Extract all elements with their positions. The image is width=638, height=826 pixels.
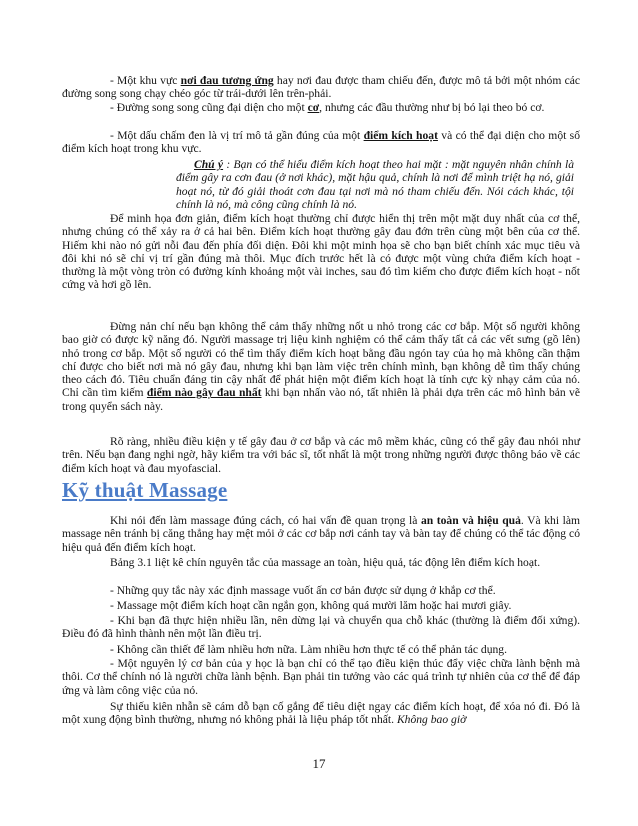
paragraph-illustration: Để minh họa đơn giản, điểm kích hoạt thường chỉ được hiển thị trên một mặt duy nhất của cơ thể, nhưng chúng có thể xảy ra ở cả hai bên. Điểm kích hoạt thường gây đau đớn trên cùng một bên của cơ thể. Hiếm khi nào nó gửi nỗi đau đến phía đối diện. Đôi khi một minh họa sẽ cho bạn biết chính xác mục tiêu và đôi khi nó sẽ chỉ vị trí gần đúng mà thôi. Mục đích trước hết là có được một vùng chứa điểm kích hoạt - thường là một vòng tròn có đường kính khoảng một vài inches, sau đó tìm kiếm cho được điểm kích hoạt - nốt cứng và hơi gồ lên. <box>62 212 580 292</box>
text-run: và có thể đại diện cho một số điểm kích hoạt trong khu vực. <box>62 129 580 156</box>
note-label: Chú ý <box>194 158 224 171</box>
rule-item: - Khi bạn đã thực hiện nhiều lần, nên dừng lại và chuyển qua chỗ khác (thường là điểm đối xứng). Điều đó đã hình thành nên một lần điều trị. <box>62 614 580 641</box>
rule-item: - Những quy tắc này xác định massage vuốt ấn cơ bản được sử dụng ở khắp cơ thể. <box>110 584 496 597</box>
rule-item: - Không cần thiết để làm nhiều hơn nữa. Làm nhiều hơn thực tế có thể phản tác dụng. <box>110 643 508 656</box>
text-run: hay nơi đau được tham chiếu đến, được mô tả bởi một nhóm các đường song song chạy chéo góc từ trái-dưới lên trên-phải. <box>62 74 581 101</box>
text-run: - Một khu vực <box>110 74 181 87</box>
bullet-referred-pain <box>62 74 580 101</box>
rule-item: - Một nguyên lý cơ bản của y học là bạn chỉ có thể tạo điều kiện thúc đẩy việc chữa lành bệnh mà thôi. Cơ thể chính nó là người chữa lành bệnh. Bạn phải tin tưởng vào các quá trình tự nhiên của cơ thể để đáp ứng và làm công việc của nó. <box>62 657 580 697</box>
note-text: : Bạn có thể hiểu điểm kích hoạt theo hai mặt : mặt nguyên nhân chính là điểm gây ra cơn đau (ở nơi khác), mặt hậu quả, chính là nơi để mình triệt hạ nó, giải hoạt nó, từ đó giải thoát cơn đau tại nơi mà nó tham chiếu đến. Nói cách khác, tội chính là nó, mà công cũng chính là nó. <box>176 158 574 211</box>
paragraph-medical-conditions: Rõ ràng, nhiều điều kiện y tế gây đau ở cơ bắp và các mô mềm khác, cũng có thể gây đau nhói như trên. Nếu bạn đang nghi ngờ, hãy kiểm tra với bác sĩ, tốt nhất là một trong những người được thông báo về các điểm kích hoạt và đau myofascial. <box>62 435 580 475</box>
term-most-painful-point: điểm nào gây đau nhất <box>146 386 262 400</box>
paragraph-massage-intro <box>62 514 580 554</box>
text-run: , nhưng các đầu thường như bị bó lại theo bó cơ. <box>319 101 545 114</box>
section-title: Kỹ thuật Massage <box>62 478 228 502</box>
rule-item: - Massage một điểm kích hoạt cần ngắn gọn, không quá mười lăm hoặc hai mươi giây. <box>110 599 512 612</box>
text-run: - Một dấu chấm đen là vị trí mô tả gần đúng của một <box>110 129 364 142</box>
text-run: Khi nói đến làm massage đúng cách, có hai vấn đề quan trọng là <box>110 514 421 527</box>
paragraph-discouragement <box>62 320 580 413</box>
text-run-italic: Không bao giờ <box>396 713 467 727</box>
paragraph-table-reference: Bảng 3.1 liệt kê chín nguyên tắc của massage an toàn, hiệu quả, tác động lên điểm kích hoạt. <box>110 556 541 569</box>
term-trigger-point: điểm kích hoạt <box>363 129 438 142</box>
page-number: 17 <box>312 756 326 771</box>
bullet-trigger-point <box>62 129 580 156</box>
note-box <box>176 158 574 211</box>
term-referred-pain: nơi đau tương ứng <box>180 74 274 87</box>
paragraph-impatience <box>62 700 580 727</box>
bullet-muscle <box>62 101 580 114</box>
term-safety-efficiency: an toàn và hiệu quả <box>420 514 521 527</box>
text-run: - Đường song song cũng đại diện cho một <box>110 101 308 114</box>
text-run: . Và khi làm massage nên tránh bị căng thẳng hay mệt mỏi ở các cơ bắp nơi cánh tay và bàn tay để chúng có thể tác động có hiệu quả đến điểm kích hoạt. <box>62 514 580 554</box>
text-run: Sự thiếu kiên nhẫn sẽ cám dỗ bạn cố gắng để tiêu diệt ngay các điểm kích hoạt, để xóa nó đi. Đó là một xung động bình thường, nhưng nó không phải là liệu pháp tốt nhất. <box>62 700 580 727</box>
text-run: khi bạn nhấn vào nó, tất nhiên là phải dựa trên các mô hình bản vẽ trong quyển sách này. <box>62 386 581 413</box>
term-muscle: cơ <box>307 101 320 114</box>
text-run: Đừng nản chí nếu bạn không thể cảm thấy những nốt u nhỏ trong các cơ bắp. Một số người không bao giờ có được kỹ năng đó. Người massage trị liệu kinh nghiệm có thể cảm thấy tất cả các vết sưng (gồ lên) nhỏ trong cơ bắp. Một số người có thể tìm thấy điểm kích hoạt bằng đầu ngón tay của họ mà không cần thậm chí được cho biết nơi mà nó gây đau, nhưng khi bạn làm việc trên chính mình, bạn không dễ tìm thấy chúng theo cách đó. Tiêu chuẩn đáng tin cậy nhất để phát hiện một điểm kích hoạt là tính cực kỳ nhạy cảm của nó. Chỉ cần tìm kiếm <box>62 320 580 400</box>
